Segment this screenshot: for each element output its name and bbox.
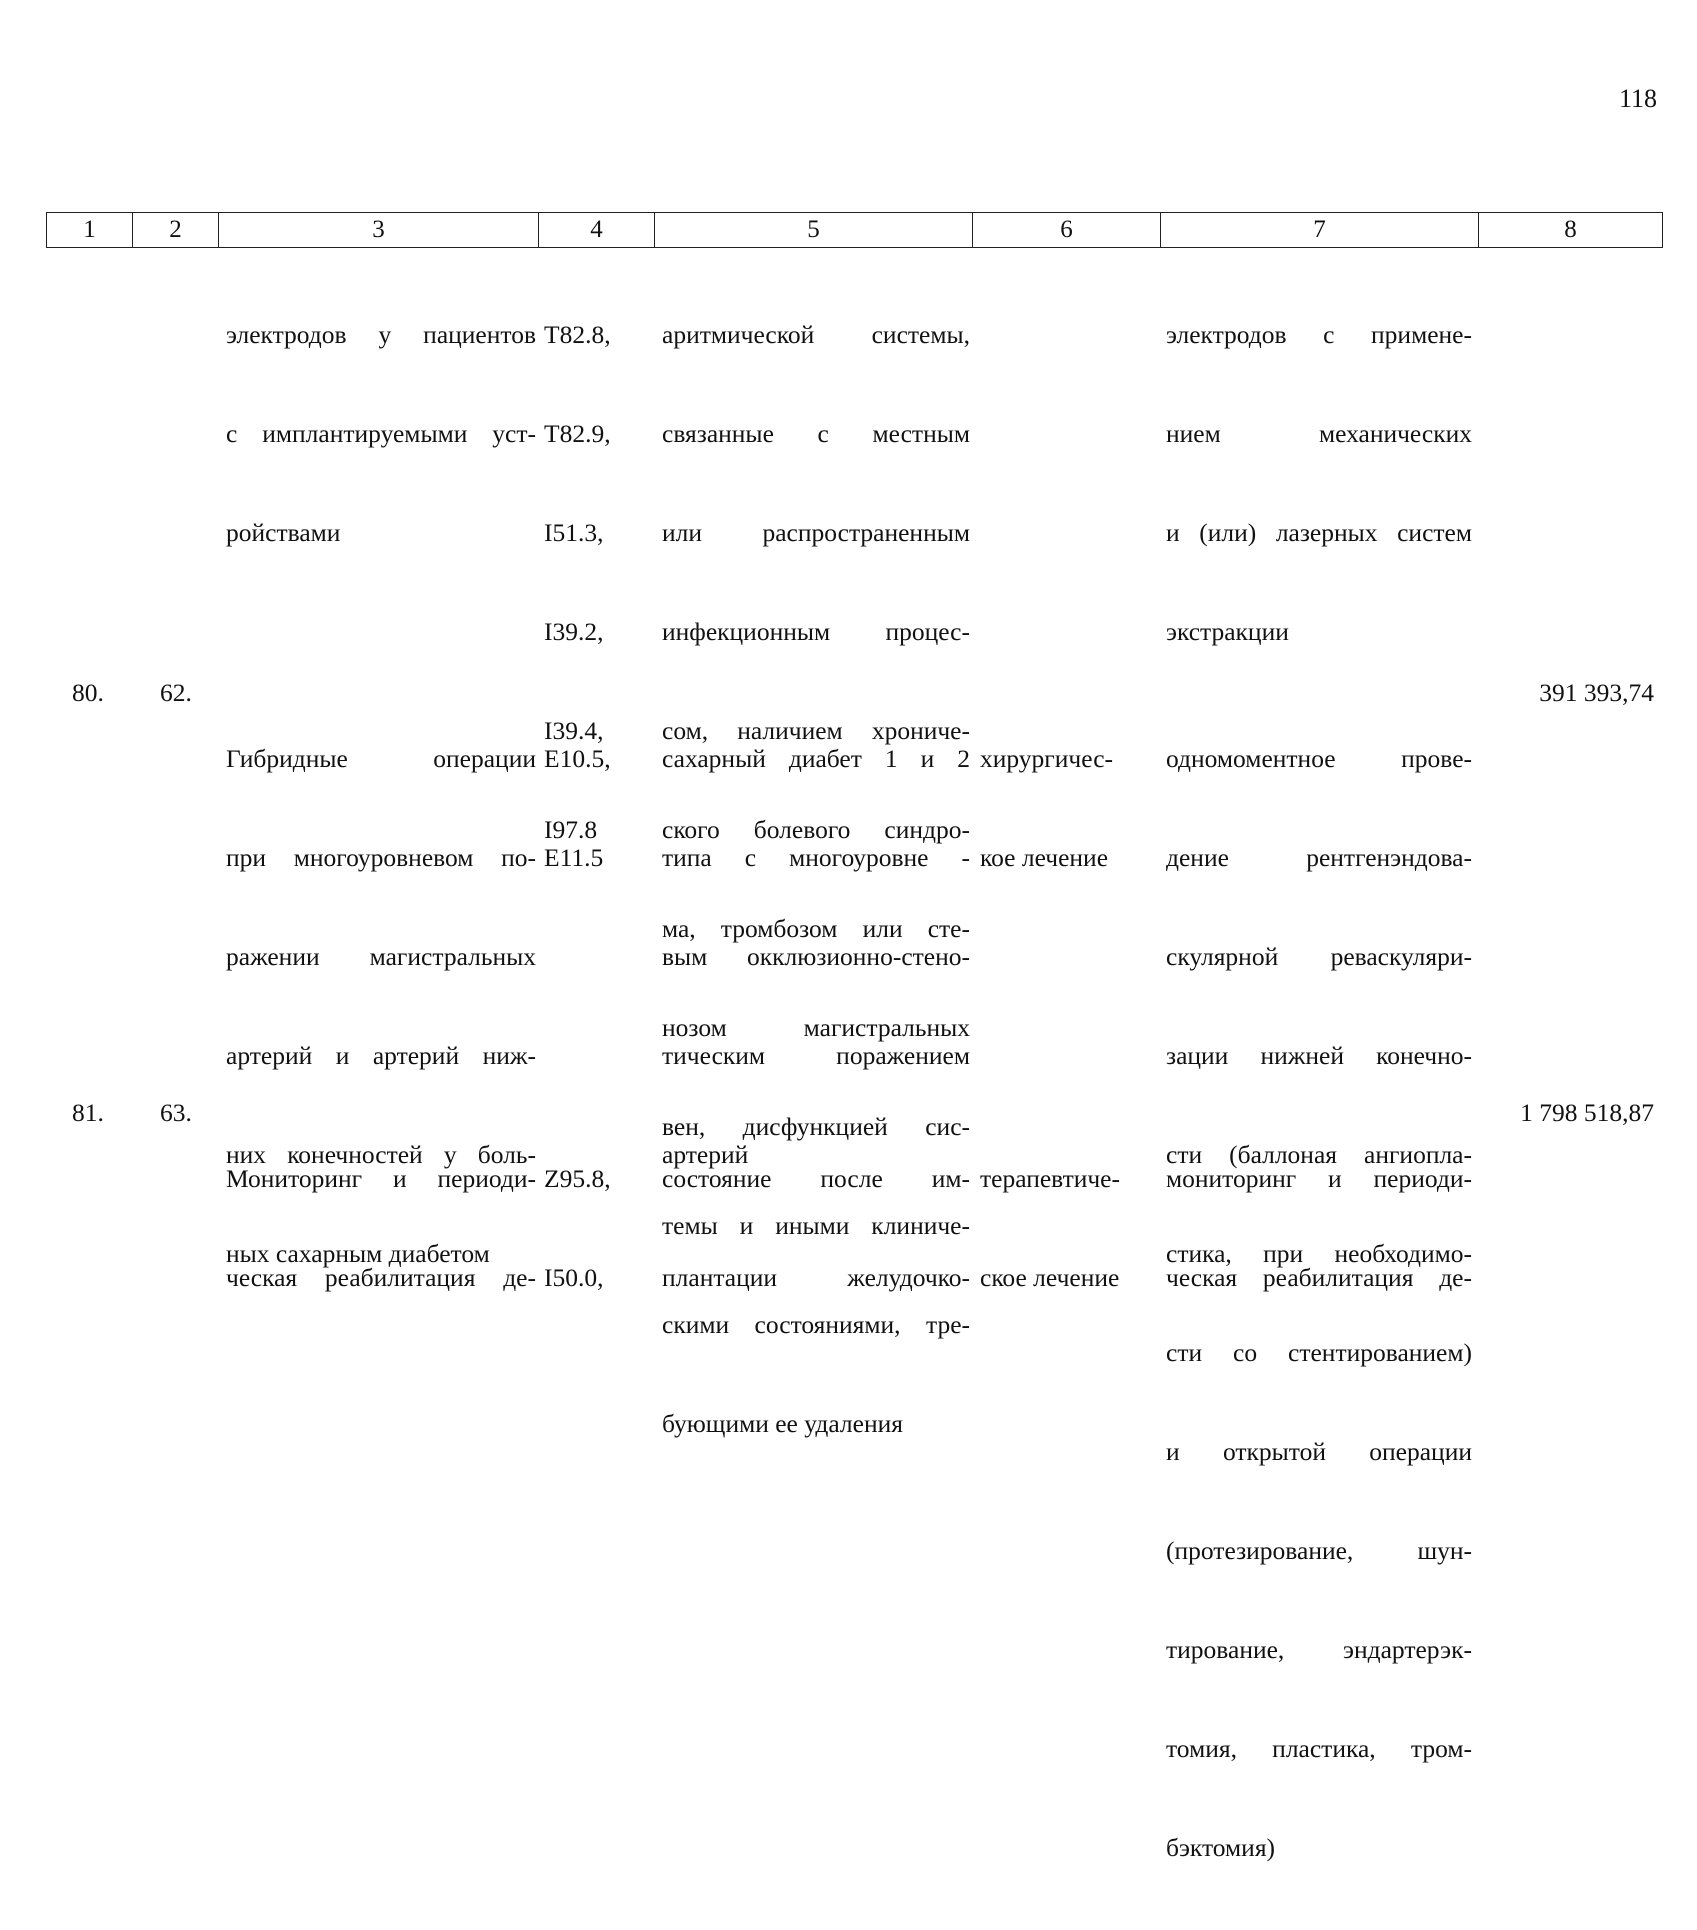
page-number: 118 <box>1618 84 1657 113</box>
row-0-name-cell <box>226 252 536 615</box>
text-line: бующими ее удаления <box>662 1409 903 1438</box>
text-line: них конечностей у боль- <box>226 1140 536 1169</box>
text-line: сти со стентированием) <box>1166 1338 1472 1367</box>
text-line: I39.2, <box>544 617 604 646</box>
text-line: ческая реабилитация де- <box>1166 1263 1472 1292</box>
text-line: сти (баллоная ангиопла- <box>1166 1140 1472 1169</box>
text-line: вен, дисфункцией сис- <box>662 1112 970 1141</box>
text-line: мониторинг и периоди- <box>1166 1164 1472 1193</box>
text-line: скулярной реваскуляри- <box>1166 942 1472 971</box>
text-line: состояние после им- <box>662 1164 970 1193</box>
text-line: и открытой операции <box>1166 1437 1472 1466</box>
text-line: ческая реабилитация де- <box>226 1263 536 1292</box>
text-line: тическим поражением <box>662 1041 970 1070</box>
text-line: вым окклюзионно-стено- <box>662 942 970 971</box>
row-1-number-cell: 80. <box>72 678 104 707</box>
text-line: одномоментное прове- <box>1166 744 1472 773</box>
text-line: тирование, эндартерэк- <box>1166 1635 1472 1664</box>
text-line: ма, тромбозом или сте- <box>662 914 970 943</box>
text-line: артерий и артерий ниж- <box>226 1041 536 1070</box>
text-line: кое лечение <box>980 843 1109 872</box>
text-line: Мониторинг и периоди- <box>226 1164 536 1193</box>
text-line: I39.4, <box>544 716 604 745</box>
row-1-code-cell <box>544 676 654 940</box>
column-header-4: 4 <box>539 213 655 248</box>
column-header-8: 8 <box>1479 213 1663 248</box>
text-line: или распространенным <box>662 518 970 547</box>
column-header-2: 2 <box>133 213 219 248</box>
text-line: скими состояниями, тре- <box>662 1310 970 1339</box>
text-line: плантации желудочко- <box>662 1263 970 1292</box>
text-line: ское лечение <box>980 1263 1120 1292</box>
text-line: электродов с примене- <box>1166 320 1472 349</box>
column-header-6: 6 <box>973 213 1161 248</box>
text-line: зации нижней конечно- <box>1166 1041 1472 1070</box>
text-line: электродов у пациентов <box>226 320 536 349</box>
text-line: ского болевого синдро- <box>662 815 970 844</box>
row-2-name-cell <box>226 1096 536 1360</box>
text-line: и (или) лазерных систем <box>1166 518 1472 547</box>
text-line: сом, наличием хрониче- <box>662 716 970 745</box>
text-line: I51.3, <box>544 518 604 547</box>
text-line: с имплантируемыми уст- <box>226 419 536 448</box>
text-line: типа с многоуровне - <box>662 843 970 872</box>
column-header-3: 3 <box>219 213 539 248</box>
text-line: при многоуровневом по- <box>226 843 536 872</box>
text-line: ройствами <box>226 518 341 547</box>
text-line: E11.5 <box>544 843 604 872</box>
text-line: темы и иными клиниче- <box>662 1211 970 1240</box>
row-1-treatment-type-cell <box>980 676 1160 940</box>
text-line: артерий <box>662 1140 749 1169</box>
text-line: Гибридные операции <box>226 744 536 773</box>
row-1-cost-cell: 391 393,74 <box>1539 678 1654 707</box>
row-1-group-cell: 62. <box>160 678 192 707</box>
row-2-treatment-type-cell <box>980 1096 1160 1360</box>
row-2-group-cell: 63. <box>160 1098 192 1127</box>
text-line: нием механических <box>1166 419 1472 448</box>
column-header-1: 1 <box>47 213 133 248</box>
text-line: терапевтиче- <box>980 1164 1120 1193</box>
column-header-row <box>46 212 1663 248</box>
text-line: (протезирование, шун- <box>1166 1536 1472 1565</box>
row-2-code-cell <box>544 1096 654 1360</box>
text-line: E10.5, <box>544 744 611 773</box>
text-line: дение рентгенэндова- <box>1166 843 1472 872</box>
text-line: ных сахарным диабетом <box>226 1239 490 1268</box>
row-2-cost-cell: 1 798 518,87 <box>1520 1098 1654 1127</box>
text-line: нозом магистральных <box>662 1013 970 1042</box>
text-line: томия, пластика, тром- <box>1166 1734 1472 1763</box>
text-line: бэктомия) <box>1166 1833 1276 1862</box>
text-line: хирургичес- <box>980 744 1114 773</box>
text-line: ражении магистральных <box>226 942 536 971</box>
row-2-number-cell: 81. <box>72 1098 104 1127</box>
row-2-method-cell <box>1166 1096 1472 1360</box>
text-line: T82.9, <box>544 419 611 448</box>
text-line: Z95.8, <box>544 1164 611 1193</box>
text-line: T82.8, <box>544 320 611 349</box>
text-line: инфекционным процес- <box>662 617 970 646</box>
text-line: экстракции <box>1166 617 1289 646</box>
text-line: аритмической системы, <box>662 320 970 349</box>
text-line: стика, при необходимо- <box>1166 1239 1472 1268</box>
row-0-method-cell <box>1166 252 1472 714</box>
text-line: I97.8 <box>544 815 598 844</box>
text-line: связанные с местным <box>662 419 970 448</box>
text-line: сахарный диабет 1 и 2 <box>662 744 970 773</box>
text-line: I50.0, <box>544 1263 604 1292</box>
column-header-5: 5 <box>655 213 973 248</box>
row-2-model-cell <box>662 1096 970 1360</box>
column-header-7: 7 <box>1161 213 1479 248</box>
